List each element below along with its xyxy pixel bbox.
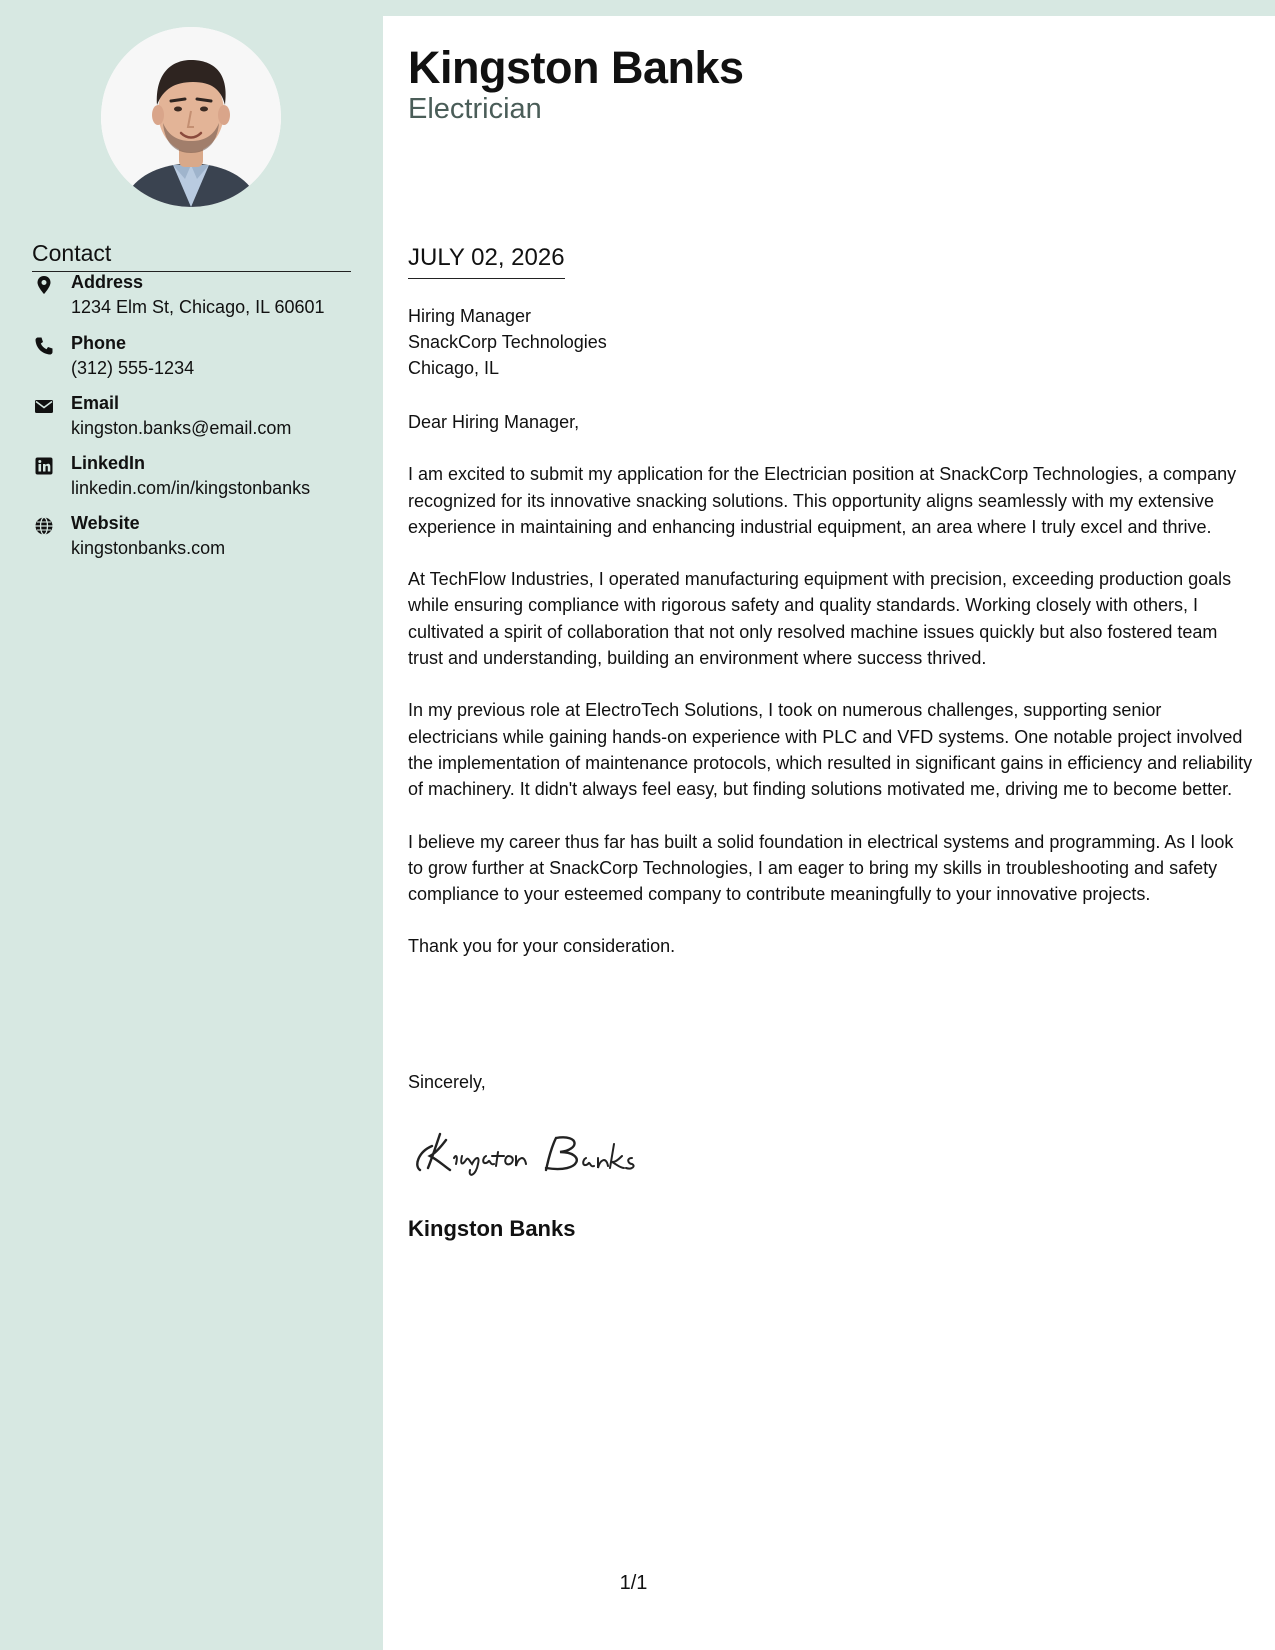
applicant-name: Kingston Banks xyxy=(408,42,744,93)
phone-icon xyxy=(34,336,54,356)
email-value[interactable]: kingston.banks@email.com xyxy=(71,418,292,438)
page-number: 1/1 xyxy=(619,1572,648,1594)
paragraph: At TechFlow Industries, I operated manufacturing equipment with precision, exceeding production goals while ensuring compliance with rigorous safety and quality standards. Working closely with others, I cultivated a spirit of collaboration that not only resolved machine issues quickly but also fostered team trust and understanding, building an environment where success thrived. xyxy=(408,569,1232,669)
sidebar xyxy=(0,0,383,1650)
salutation: Dear Hiring Manager, xyxy=(408,412,580,432)
handwritten-signature xyxy=(410,1122,670,1180)
website-label: Website xyxy=(71,513,140,533)
phone-value: (312) 555-1234 xyxy=(71,358,195,378)
map-pin-icon xyxy=(34,275,54,295)
phone-label: Phone xyxy=(71,333,127,353)
avatar xyxy=(101,27,281,207)
website-value[interactable]: kingstonbanks.com xyxy=(71,538,226,558)
envelope-icon xyxy=(34,396,54,416)
recipient-location: Chicago, IL xyxy=(408,358,500,378)
recipient-block xyxy=(408,303,607,381)
thanks-line: Thank you for your consideration. xyxy=(408,936,676,957)
linkedin-label: LinkedIn xyxy=(71,453,146,473)
letter-date: JULY 02, 2026 xyxy=(408,244,565,279)
letter-body xyxy=(408,409,1253,986)
globe-icon xyxy=(34,516,54,536)
applicant-role: Electrician xyxy=(408,93,542,125)
paragraph: In my previous role at ElectroTech Solutions, I took on numerous challenges, supporting senior electricians while gaining hands-on experience with PLC and VFD systems. One notable project involved the implementation of maintenance protocols, which resulted in significant gains in efficiency and reliability of machinery. It didn't always feel easy, but finding solutions motivated me, driving me to become better. xyxy=(408,700,1253,800)
paragraph: I believe my career thus far has built a solid foundation in electrical systems and programming. As I look to grow further at SnackCorp Technologies, I am eager to bring my skills in troubleshooting and safety compliance to your esteemed company to contribute meaningfully to your innovative projects. xyxy=(408,831,1234,905)
address-label: Address xyxy=(71,272,144,292)
profile-photo xyxy=(101,27,281,207)
email-label: Email xyxy=(71,393,120,413)
linkedin-icon xyxy=(34,456,54,476)
recipient-title: Hiring Manager xyxy=(408,306,532,326)
closing: Sincerely, xyxy=(408,1072,486,1092)
linkedin-value[interactable]: linkedin.com/in/kingstonbanks xyxy=(71,478,311,498)
page-number-container xyxy=(0,1572,1275,1595)
paragraph: I am excited to submit my application for the Electrician position at SnackCorp Technologies, a company recognized for its innovative snacking solutions. This opportunity aligns seamlessly with my extensive experience in maintaining and enhancing industrial equipment, an area where I truly excel and thrive. xyxy=(408,464,1237,537)
signed-name: Kingston Banks xyxy=(408,1216,576,1241)
recipient-company: SnackCorp Technologies xyxy=(408,332,607,352)
contact-heading: Contact xyxy=(32,240,351,272)
address-value: 1234 Elm St, Chicago, IL 60601 xyxy=(71,297,325,317)
